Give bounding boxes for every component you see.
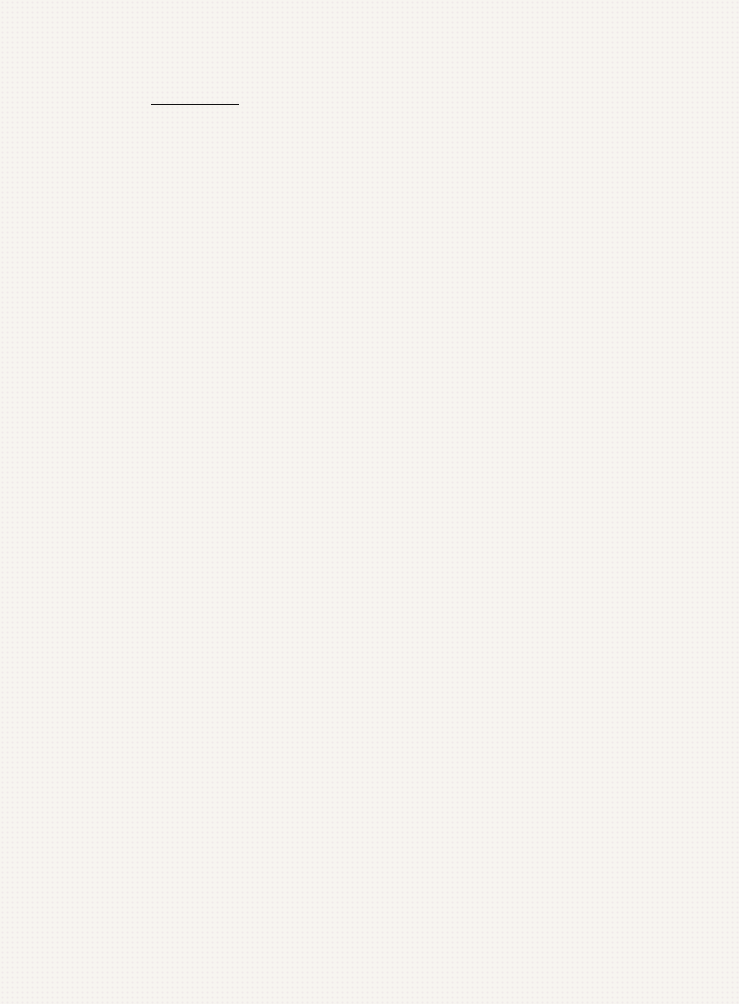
left-column bbox=[30, 87, 359, 120]
figure-1 bbox=[379, 87, 712, 379]
chart-svg bbox=[379, 87, 712, 375]
dropcap-initial bbox=[30, 119, 33, 120]
section-separator-rule bbox=[151, 104, 239, 105]
right-column bbox=[379, 87, 712, 395]
